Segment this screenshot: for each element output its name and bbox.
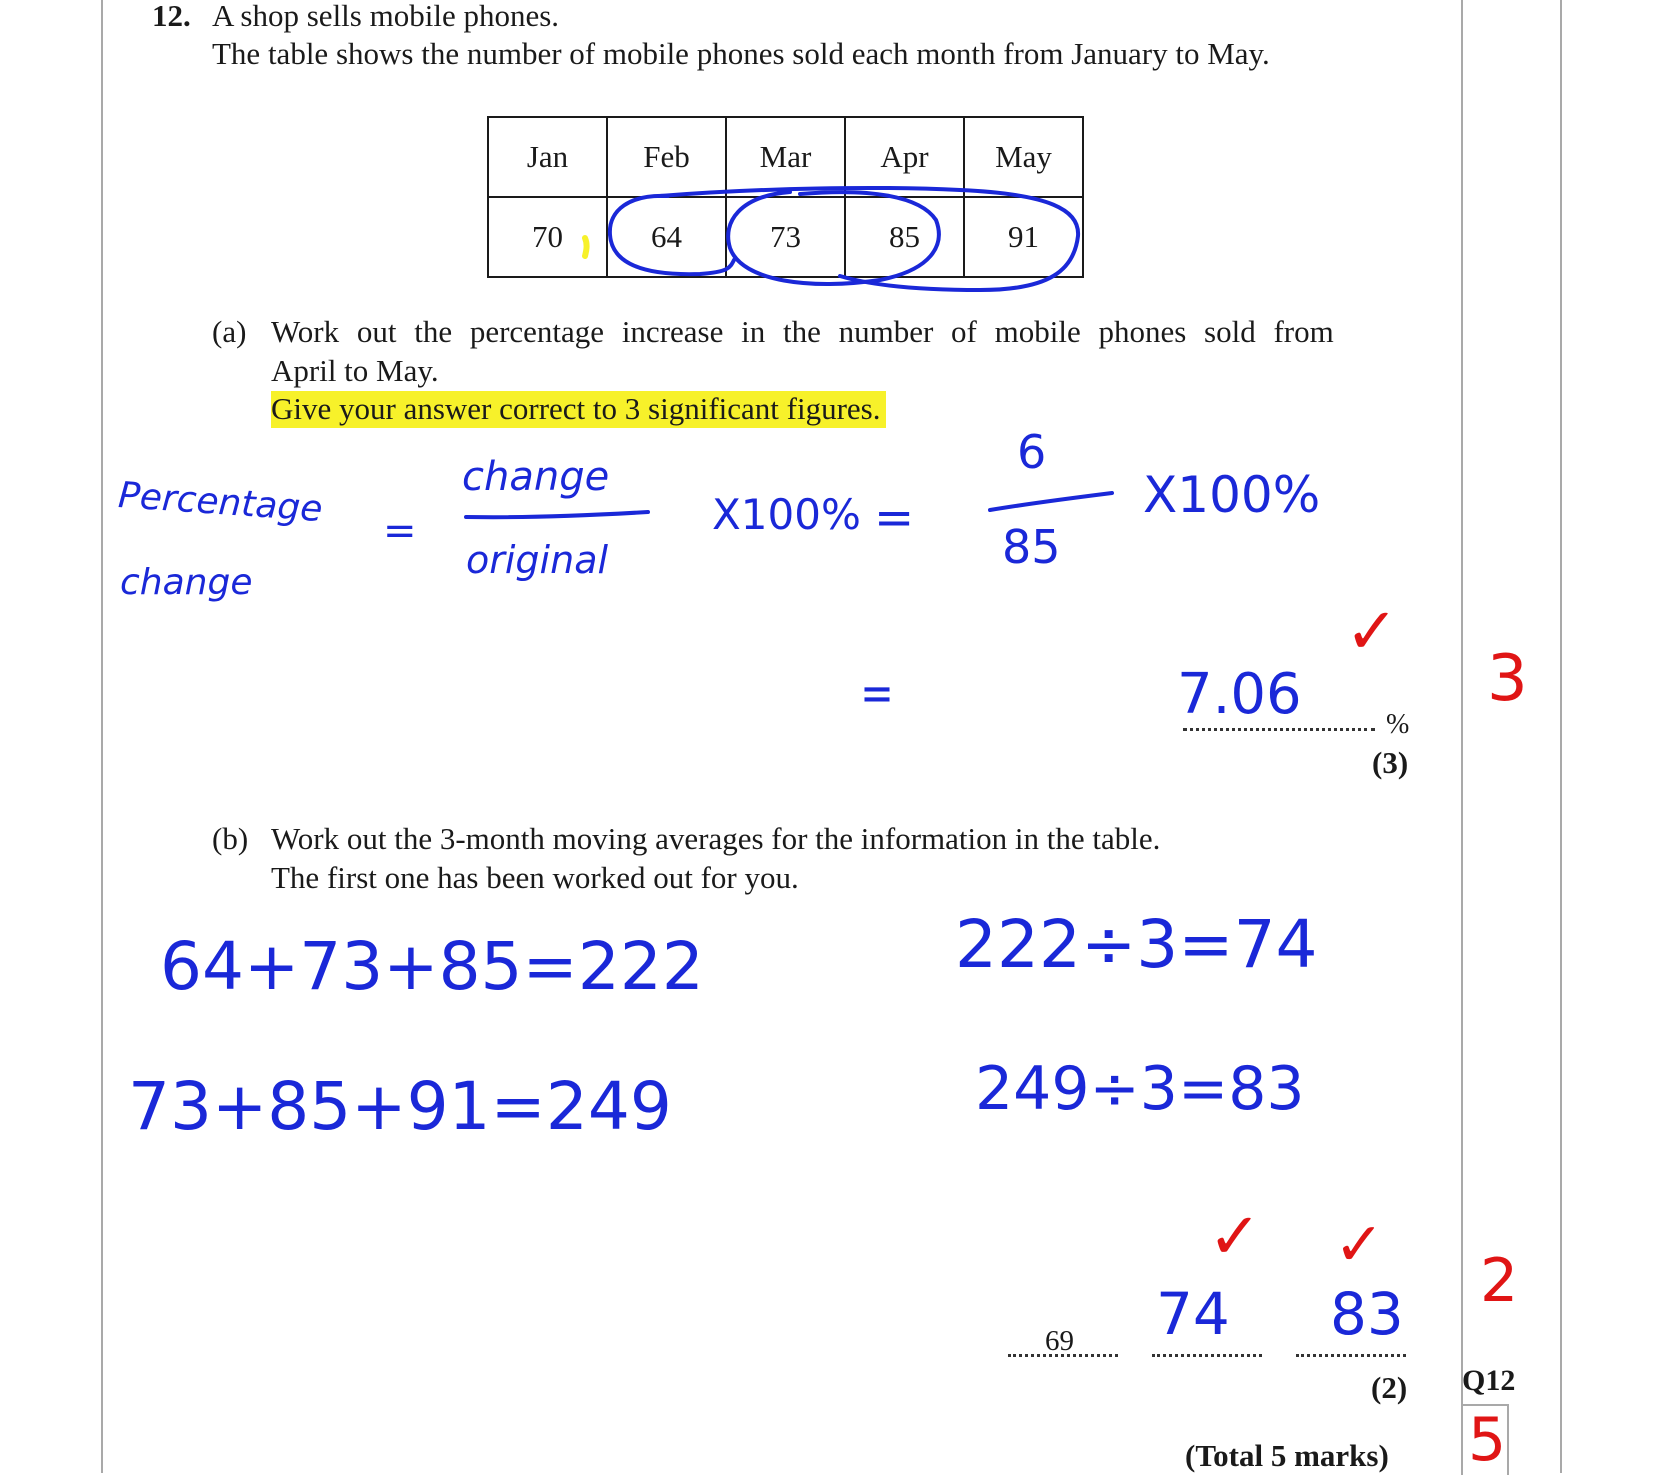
- hw-times-100b: X100%: [1143, 466, 1321, 524]
- question-intro-line2: The table shows the number of mobile phones sold each month from January to May.: [212, 36, 1270, 71]
- right-margin-line: [1461, 0, 1463, 1473]
- part-b-line1: Work out the 3-month moving averages for the information in the table.: [271, 821, 1161, 856]
- hw-answer-b2: 83: [1330, 1280, 1404, 1348]
- table-header-cell: Jan: [488, 117, 607, 197]
- table-value-cell: 64: [607, 197, 726, 277]
- given-answer: 69: [1045, 1325, 1074, 1357]
- hw-equals-3: =: [860, 664, 894, 722]
- score-part-a: 3: [1487, 642, 1528, 716]
- hw-answer-b1: 74: [1156, 1280, 1230, 1348]
- fraction-bar-2: [990, 493, 1112, 510]
- left-margin-line: [101, 0, 103, 1473]
- table-header-cell: Feb: [607, 117, 726, 197]
- hw-numerator-change: change: [462, 454, 610, 500]
- hw-equals-2: =: [874, 490, 915, 546]
- answer-b3-dotted-line: [1296, 1354, 1406, 1357]
- answer-b2-dotted-line: [1152, 1354, 1262, 1357]
- outer-right-line: [1560, 0, 1562, 1473]
- hw-equals-1: =: [383, 508, 417, 554]
- part-b-line2: The first one has been worked out for you.: [271, 860, 799, 895]
- part-a-line2: April to May.: [271, 353, 439, 388]
- question-number: 12.: [152, 0, 191, 33]
- table-value-cell: 85: [845, 197, 964, 277]
- tick-part-a: ✓: [1345, 595, 1399, 669]
- total-marks: (Total 5 marks): [1185, 1438, 1389, 1473]
- hw-line1-div: 222÷3=74: [955, 906, 1318, 983]
- table-header-cell: Mar: [726, 117, 845, 197]
- part-a-line3: [271, 390, 886, 428]
- table-value-cell: 73: [726, 197, 845, 277]
- tick-answer-b1: ✓: [1208, 1200, 1262, 1274]
- table-header-row: [488, 117, 1083, 197]
- hw-denominator-original: original: [466, 538, 609, 582]
- table-value-cell: 70: [488, 197, 607, 277]
- table-header-cell: May: [964, 117, 1083, 197]
- part-a-line1: Work out the percentage increase in the number of mobile phones sold from: [271, 314, 1334, 349]
- table-header-cell: Apr: [845, 117, 964, 197]
- hw-answer-a: 7.06: [1177, 662, 1302, 727]
- part-a-marks: (3): [1372, 745, 1409, 780]
- part-a-label: (a): [212, 314, 247, 349]
- score-part-b: 2: [1480, 1246, 1519, 1316]
- sales-table: [487, 116, 1084, 278]
- fraction-bar-1: [466, 512, 648, 517]
- score-total: 5: [1468, 1405, 1507, 1475]
- highlighted-instruction: Give your answer correct to 3 significant figures.: [271, 391, 886, 428]
- table-value-cell: 91: [964, 197, 1083, 277]
- question-ref: Q12: [1462, 1364, 1516, 1397]
- part-b-marks: (2): [1371, 1370, 1408, 1405]
- answer-a-dotted-line: [1183, 728, 1375, 731]
- table-value-row: [488, 197, 1083, 277]
- hw-times-100: X100%: [712, 490, 861, 539]
- hw-percentage: Percentage: [116, 474, 324, 531]
- part-b-label: (b): [212, 821, 249, 856]
- tick-answer-b2: ✓: [1334, 1210, 1385, 1280]
- percent-unit: %: [1386, 709, 1410, 740]
- hw-frac-numerator: 6: [1017, 425, 1047, 479]
- hw-line2-div: 249÷3=83: [975, 1054, 1305, 1124]
- hw-frac-denominator: 85: [1002, 520, 1061, 574]
- hw-line1-sum: 64+73+85=222: [160, 928, 704, 1005]
- hw-change: change: [120, 562, 253, 603]
- hw-line2-sum: 73+85+91=249: [128, 1068, 672, 1145]
- question-intro-line1: A shop sells mobile phones.: [212, 0, 560, 33]
